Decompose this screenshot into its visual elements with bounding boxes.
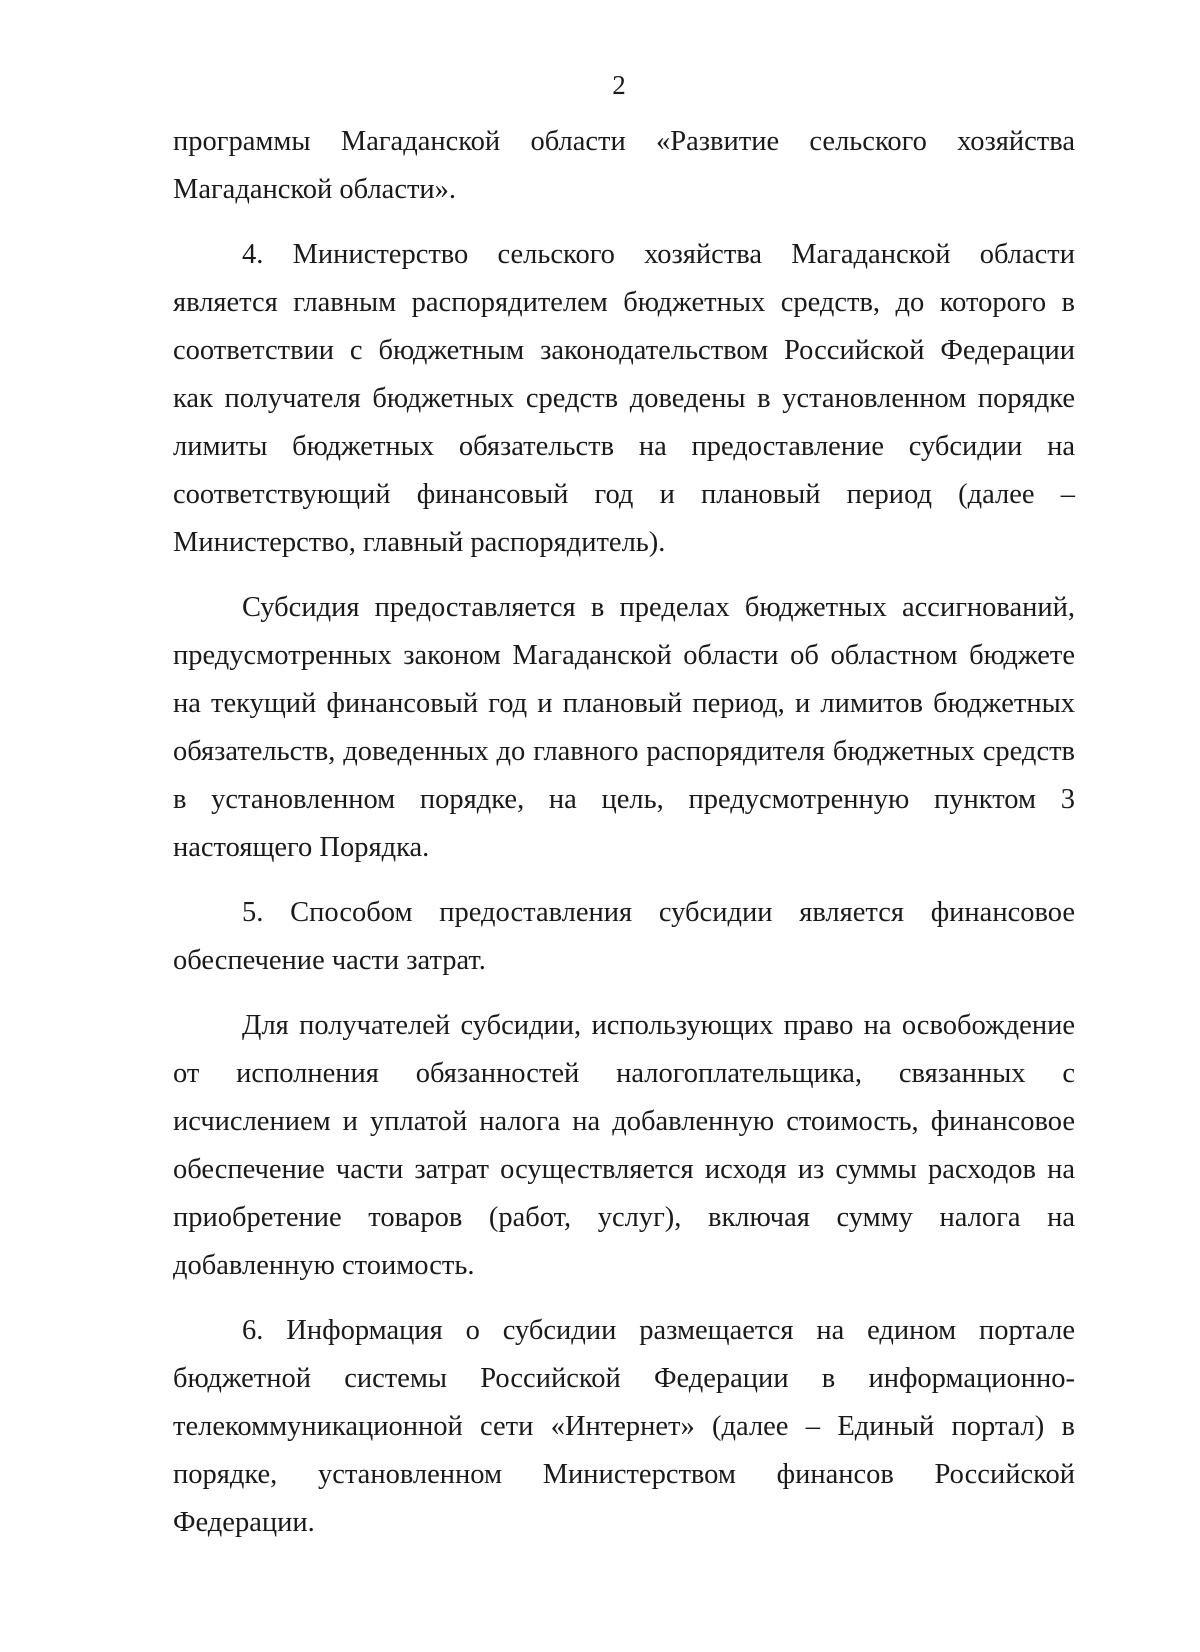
paragraph-subsidy-limits: Субсидия предоставляется в пределах бюджетных ассигнований, предусмотренных законом Магаданской области об областном бюджете на текущий финансовый год и плановый период, и лимитов бюджетных обязательств, доведенных до главного распорядителя бюджетных средств в установленном порядке, на цель, предусмотренную пунктом 3 настоящего Порядка. (173, 592, 1075, 863)
page-number: 2 (612, 70, 626, 100)
paragraph-vat-exemption: Для получателей субсидии, использующих право на освобождение от исполнения обязанностей налогоплательщика, связанных с исчислением и уплатой налога на добавленную стоимость, финансовое обеспечение части затрат осуществляется исходя из суммы расходов на приобретение товаров (работ, услуг), включая сумму налога на добавленную стоимость. (173, 1010, 1075, 1281)
paragraph-6-information: 6. Информация о субсидии размещается на едином портале бюджетной системы Российской Федерации в информационно-телекоммуникационной сети «Интернет» (далее – Единый портал) в порядке, установленном Министерством финансов Российской Федерации. (173, 1315, 1075, 1538)
paragraph-4-ministry: 4. Министерство сельского хозяйства Магаданской области является главным распорядителем бюджетных средств, до которого в соответствии с бюджетным законодательством Российской Федерации как получателя бюджетных средств доведены в установленном порядке лимиты бюджетных обязательств на предоставление субсидии на соответствующий финансовый год и плановый период (далее – Министерство, главный распорядитель). (173, 239, 1075, 558)
document-body (173, 118, 1075, 1564)
paragraph-5-method: 5. Способом предоставления субсидии является финансовое обеспечение части затрат. (173, 897, 1075, 976)
paragraph-program-title-continuation: программы Магаданской области «Развитие сельского хозяйства Магаданской области». (173, 126, 1075, 205)
